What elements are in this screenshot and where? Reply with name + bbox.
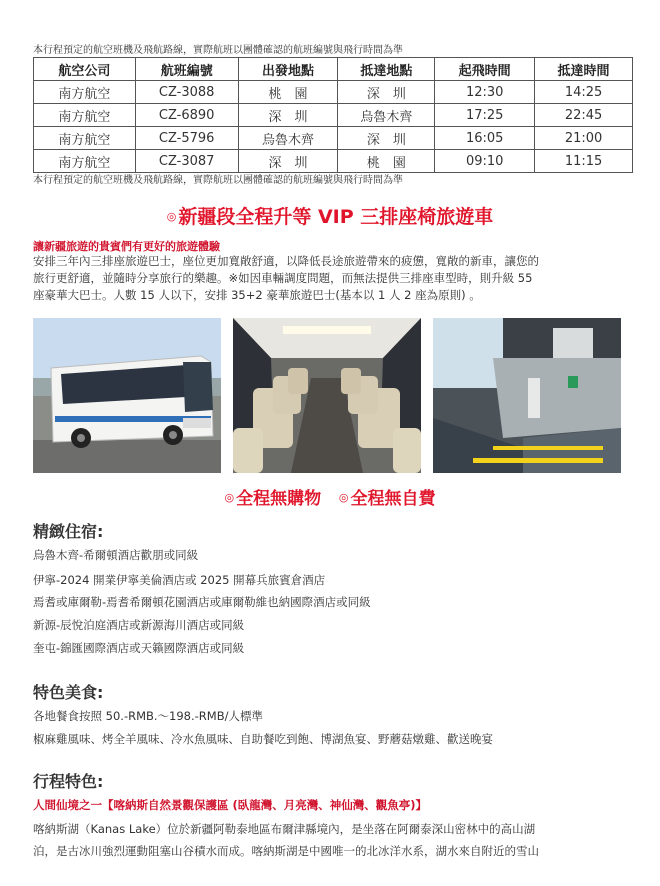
table-row <box>34 127 633 150</box>
cell-arrival: 深 圳 <box>338 81 435 104</box>
features-line: 喀納斯湖（Kanas Lake）位於新疆阿勒泰地區布爾津縣境內，是坐落在阿爾泰深山密林中的高山湖 <box>33 822 536 836</box>
cell-airline: 南方航空 <box>34 81 136 104</box>
flight-note-bottom: 本行程預定的航空班機及飛航路線，實際航班以團體確認的航班編號與飛行時間為準 <box>33 175 403 186</box>
hotel-item: 奎屯-錦匯國際酒店或天籟國際酒店或同級 <box>33 641 245 655</box>
col-arrival: 抵達地點 <box>338 58 435 81</box>
bus-line: 安排三年內三排座旅遊巴士，座位更加寬敞舒適，以降低長途旅遊帶來的疲憊，寬敞的新車，讓您的 <box>33 254 539 268</box>
cell-depart-time: 16:05 <box>435 127 535 150</box>
cell-airline: 南方航空 <box>34 104 136 127</box>
features-description <box>33 818 633 862</box>
features-title: 行程特色: <box>33 772 104 791</box>
bus-interior-photo <box>233 318 421 473</box>
table-row <box>34 81 633 104</box>
cell-arrival: 桃 園 <box>338 150 435 173</box>
cell-airline: 南方航空 <box>34 127 136 150</box>
flight-table-header <box>34 58 633 81</box>
bullet-icon: ◎ <box>166 210 177 223</box>
cell-arrive-time: 11:15 <box>535 150 633 173</box>
col-arrive-time: 抵達時間 <box>535 58 633 81</box>
col-departure: 出發地點 <box>238 58 338 81</box>
bus-title: 新疆段全程升等 VIP 三排座椅旅遊車 <box>178 206 494 228</box>
table-row <box>34 104 633 127</box>
bus-description <box>33 253 633 304</box>
cell-arrive-time: 14:25 <box>535 81 633 104</box>
cell-arrival: 深 圳 <box>338 127 435 150</box>
cell-departure: 烏魯木齊 <box>238 127 338 150</box>
cell-flight-no: CZ-3087 <box>135 150 238 173</box>
flight-table <box>33 57 633 173</box>
cell-flight-no: CZ-5796 <box>135 127 238 150</box>
cell-flight-no: CZ-6890 <box>135 104 238 127</box>
cell-arrive-time: 21:00 <box>535 127 633 150</box>
features-subtitle: 人間仙境之一【喀納斯自然景觀保護區 (臥龍灣、月亮灣、神仙灣、觀魚亭)】 <box>33 798 428 812</box>
cell-arrive-time: 22:45 <box>535 104 633 127</box>
bus-line: 座豪華大巴士。人數 15 人以下，安排 35+2 豪華旅遊巴士(基本以 1 人 2 座為原則) 。 <box>33 288 481 302</box>
cell-arrival: 烏魯木齊 <box>338 104 435 127</box>
promo-heading <box>0 484 660 509</box>
bus-subtitle: 讓新疆旅遊的貴賓們有更好的旅遊體驗 <box>33 240 220 253</box>
hotel-item: 烏魯木齊-希爾頓酒店歡朋或同級 <box>33 548 199 562</box>
bus-entrance-photo <box>433 318 621 473</box>
cell-departure: 深 圳 <box>238 150 338 173</box>
col-airline: 航空公司 <box>34 58 136 81</box>
cell-depart-time: 09:10 <box>435 150 535 173</box>
promo-no-optional: 全程無自費 <box>350 489 436 509</box>
cell-depart-time: 17:25 <box>435 104 535 127</box>
hotel-item: 伊寧-2024 開業伊寧美倫酒店或 2025 開幕兵旅賓倉酒店 <box>33 573 326 587</box>
col-flight-no: 航班編號 <box>135 58 238 81</box>
col-depart-time: 起飛時間 <box>435 58 535 81</box>
table-row <box>34 150 633 173</box>
hotels-title: 精緻住宿: <box>33 522 104 541</box>
bus-exterior-photo <box>33 318 221 473</box>
bus-heading <box>0 202 660 229</box>
flight-note-top: 本行程預定的航空班機及飛航路線，實際航班以團體確認的航班編號與飛行時間為準 <box>33 45 403 56</box>
cell-departure: 桃 園 <box>238 81 338 104</box>
bullet-icon: ◎ <box>224 491 235 504</box>
food-item: 各地餐食按照 50.-RMB.～198.-RMB/人標準 <box>33 709 263 723</box>
cell-depart-time: 12:30 <box>435 81 535 104</box>
cell-airline: 南方航空 <box>34 150 136 173</box>
hotel-item: 焉耆或庫爾勒-焉耆希爾頓花園酒店或庫爾勒維也納國際酒店或同級 <box>33 595 371 609</box>
bus-line: 旅行更舒適，並隨時分享旅行的樂趣。※如因車輛調度問題，而無法提供三排座車型時，則升級 55 <box>33 271 533 285</box>
hotel-item: 新源-辰悅泊庭酒店或新源海川酒店或同級 <box>33 618 245 632</box>
promo-no-shopping: 全程無購物 <box>236 489 322 509</box>
cell-flight-no: CZ-3088 <box>135 81 238 104</box>
food-item: 椒麻雞風味、烤全羊風味、冷水魚風味、自助餐吃到飽、博湖魚宴、野蘑菇燉雞、歡送晚宴 <box>33 732 493 746</box>
features-line: 泊，是古冰川強烈運動阻塞山谷積水而成。喀納斯湖是中國唯一的北冰洋水系，湖水來自附近的雪山 <box>33 844 539 858</box>
bullet-icon: ◎ <box>338 491 349 504</box>
cell-departure: 深 圳 <box>238 104 338 127</box>
food-title: 特色美食: <box>33 683 104 702</box>
